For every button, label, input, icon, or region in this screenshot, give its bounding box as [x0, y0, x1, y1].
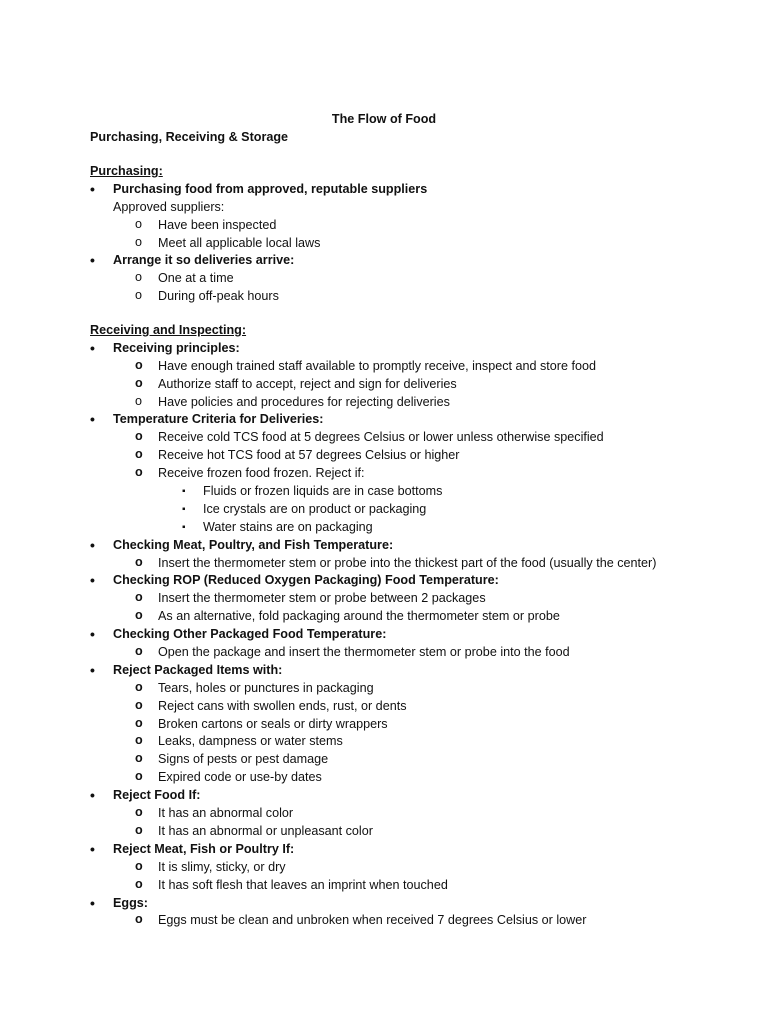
circle-marker: o	[135, 429, 143, 444]
bullet-item	[90, 787, 750, 805]
sub-sub-item-text: Fluids or frozen liquids are in case bottoms	[203, 484, 443, 499]
note-text: Approved suppliers:	[113, 199, 225, 214]
sub-item	[90, 769, 750, 787]
circle-marker: o	[135, 679, 143, 694]
sub-item	[90, 270, 750, 288]
circle-marker: o	[135, 697, 143, 712]
sub-sub-item	[90, 501, 750, 519]
bullet-item	[90, 340, 750, 358]
document-title: The Flow of Food	[331, 112, 437, 126]
sub-item	[90, 358, 750, 376]
sub-item	[90, 217, 750, 235]
sub-item-text: It has an abnormal color	[158, 806, 294, 821]
bullet-marker: •	[90, 894, 95, 911]
square-marker: ▪	[182, 503, 186, 515]
circle-marker: o	[135, 876, 143, 891]
sub-item	[90, 680, 750, 698]
sub-item-text: Have policies and procedures for rejecting deliveries	[158, 394, 450, 409]
sub-item-text: Eggs must be clean and unbroken when received 7 degrees Celsius or lower	[158, 913, 587, 928]
circle-marker: o	[135, 375, 143, 390]
sub-item-text: Have enough trained staff available to promptly receive, inspect and store food	[158, 358, 597, 373]
sub-item	[90, 751, 750, 769]
bullet-marker: •	[90, 661, 95, 678]
sub-item-text: It has an abnormal or unpleasant color	[158, 823, 373, 838]
sub-item	[90, 465, 750, 483]
sub-item-text: It is slimy, sticky, or dry	[158, 859, 286, 874]
bullet-marker: •	[90, 626, 95, 643]
bullet-label: Reject Food If:	[113, 788, 201, 803]
bullet-marker: •	[90, 536, 95, 553]
sub-item-text: It has soft flesh that leaves an imprint when touched	[158, 877, 448, 892]
note-line	[90, 199, 750, 217]
circle-marker: o	[135, 805, 143, 820]
bullet-label: Checking Other Packaged Food Temperature:	[113, 627, 387, 642]
circle-marker: o	[135, 270, 143, 285]
bullet-marker: •	[90, 252, 95, 269]
sub-item	[90, 859, 750, 877]
bullet-marker: •	[90, 787, 95, 804]
sub-item	[90, 235, 750, 253]
bullet-label: Purchasing food from approved, reputable suppliers	[113, 181, 428, 196]
bullet-item	[90, 895, 750, 913]
sub-item-text: Have been inspected	[158, 217, 277, 232]
sub-item	[90, 590, 750, 608]
circle-marker: o	[135, 608, 143, 623]
section-heading-purchasing: Purchasing:	[90, 164, 163, 178]
sub-item	[90, 288, 750, 306]
bullet-label: Receiving principles:	[113, 340, 240, 355]
sub-sub-item	[90, 519, 750, 537]
sub-item-text: Receive cold TCS food at 5 degrees Celsius or lower unless otherwise specified	[158, 430, 604, 445]
circle-marker: o	[135, 288, 143, 303]
circle-marker: o	[135, 447, 143, 462]
bullet-label: Eggs:	[113, 895, 148, 910]
circle-marker: o	[135, 715, 143, 730]
sub-item	[90, 912, 750, 930]
square-marker: ▪	[182, 486, 186, 498]
bullet-marker: •	[90, 840, 95, 857]
sub-item	[90, 733, 750, 751]
sub-item-text: Leaks, dampness or water stems	[158, 734, 343, 749]
bullet-item	[90, 537, 750, 555]
circle-marker: o	[135, 357, 143, 372]
sub-item-text: As an alternative, fold packaging around the thermometer stem or probe	[158, 609, 560, 624]
sub-item-text: During off-peak hours	[158, 289, 279, 304]
bullet-marker: •	[90, 180, 95, 197]
circle-marker: o	[135, 822, 143, 837]
sub-item-text: Signs of pests or pest damage	[158, 752, 329, 767]
bullet-marker: •	[90, 572, 95, 589]
bullet-label: Checking Meat, Poultry, and Fish Temperature:	[113, 537, 394, 552]
bullet-label: Reject Meat, Fish or Poultry If:	[113, 841, 295, 856]
square-marker: ▪	[182, 521, 186, 533]
bullet-item	[90, 411, 750, 429]
sub-item	[90, 608, 750, 626]
circle-marker: o	[135, 234, 143, 249]
circle-marker: o	[135, 858, 143, 873]
sub-item-text: Open the package and insert the thermometer stem or probe into the food	[158, 645, 570, 660]
sub-item-text: Broken cartons or seals or dirty wrappers	[158, 716, 388, 731]
circle-marker: o	[135, 216, 143, 231]
bullet-label: Arrange it so deliveries arrive:	[113, 253, 295, 268]
bullet-item	[90, 662, 750, 680]
circle-marker: o	[135, 554, 143, 569]
circle-marker: o	[135, 465, 143, 480]
bullet-item	[90, 252, 750, 270]
sub-item	[90, 823, 750, 841]
sub-item	[90, 376, 750, 394]
sub-item-text: Insert the thermometer stem or probe into the thickest part of the food (usually the center)	[158, 555, 657, 570]
sub-sub-item	[90, 483, 750, 501]
sub-item	[90, 877, 750, 895]
bullet-item	[90, 626, 750, 644]
circle-marker: o	[135, 912, 143, 927]
circle-marker: o	[135, 751, 143, 766]
circle-marker: o	[135, 769, 143, 784]
bullet-label: Temperature Criteria for Deliveries:	[113, 412, 324, 427]
sub-item-text: Expired code or use-by dates	[158, 770, 322, 785]
sub-item-text: Meet all applicable local laws	[158, 235, 321, 250]
sub-item	[90, 555, 750, 573]
sub-sub-item-text: Water stains are on packaging	[203, 519, 373, 534]
bullet-label: Reject Packaged Items with:	[113, 662, 283, 677]
circle-marker: o	[135, 393, 143, 408]
circle-marker: o	[135, 590, 143, 605]
document-subtitle: Purchasing, Receiving & Storage	[90, 130, 289, 144]
sub-item-text: Insert the thermometer stem or probe between 2 packages	[158, 591, 486, 606]
sub-item	[90, 716, 750, 734]
sub-item-text: Tears, holes or punctures in packaging	[158, 680, 374, 695]
sub-item	[90, 447, 750, 465]
circle-marker: o	[135, 733, 143, 748]
sub-item-text: One at a time	[158, 271, 234, 286]
sub-item	[90, 644, 750, 662]
bullet-item	[90, 841, 750, 859]
bullet-marker: •	[90, 411, 95, 428]
sub-item	[90, 698, 750, 716]
receiving-section	[90, 322, 750, 930]
sub-item-text: Receive hot TCS food at 57 degrees Celsius or higher	[158, 448, 460, 463]
purchasing-section	[90, 163, 750, 306]
sub-item-text: Reject cans with swollen ends, rust, or dents	[158, 698, 407, 713]
bullet-item	[90, 572, 750, 590]
bullet-label: Checking ROP (Reduced Oxygen Packaging) Food Temperature:	[113, 573, 499, 588]
bullet-item	[90, 181, 750, 199]
sub-item	[90, 805, 750, 823]
sub-item	[90, 429, 750, 447]
section-heading-receiving: Receiving and Inspecting:	[90, 323, 247, 337]
sub-item-text: Receive frozen food frozen. Reject if:	[158, 466, 365, 481]
sub-item	[90, 394, 750, 412]
circle-marker: o	[135, 644, 143, 659]
bullet-marker: •	[90, 339, 95, 356]
sub-sub-item-text: Ice crystals are on product or packaging	[203, 501, 427, 516]
sub-item-text: Authorize staff to accept, reject and sign for deliveries	[158, 376, 457, 391]
